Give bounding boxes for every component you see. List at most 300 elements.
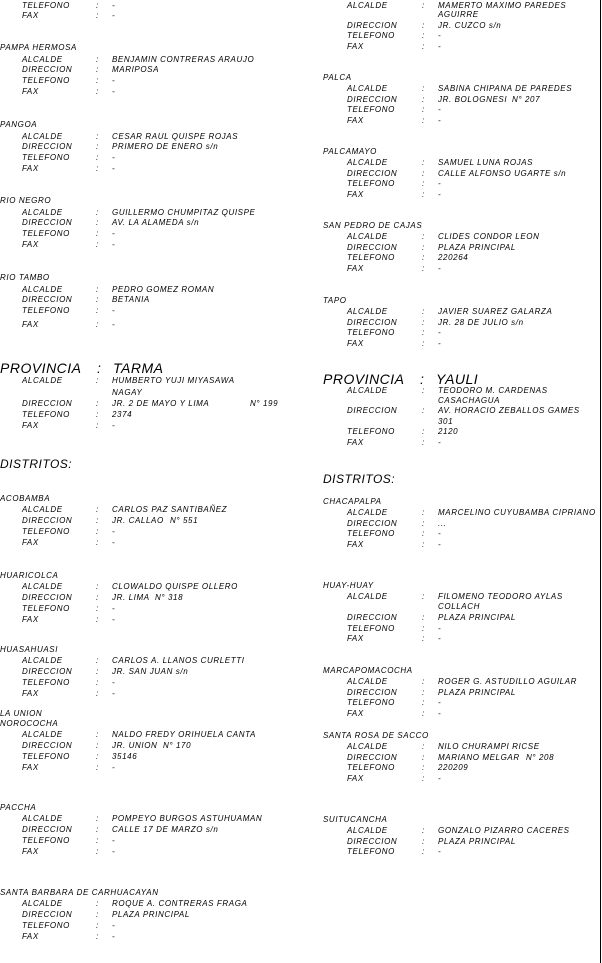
district-name-cont: NOROCOCHA	[0, 719, 59, 728]
alcalde-colon: :	[96, 285, 99, 294]
direccion-value: PRIMERO DE ENERO s/n	[112, 142, 219, 151]
telefono-label: TELEFONO	[347, 529, 395, 538]
alcalde-label: ALCALDE	[347, 307, 388, 316]
telefono-colon: :	[422, 105, 425, 114]
telefono-value: 220264	[438, 253, 469, 262]
direccion-label: DIRECCION	[347, 837, 398, 846]
top-telefono-value: -	[438, 31, 442, 40]
fax-label: FAX	[347, 116, 364, 125]
telefono-colon: :	[96, 678, 99, 687]
telefono-colon: :	[96, 76, 99, 85]
alcalde-colon: :	[96, 814, 99, 823]
telefono-label: TELEFONO	[347, 105, 395, 114]
province-direccion-value: AV. HORACIO ZEBALLOS GAMES	[438, 406, 580, 415]
telefono-colon: :	[422, 624, 425, 633]
telefono-value: -	[112, 527, 116, 536]
alcalde-label: ALCALDE	[347, 826, 388, 835]
telefono-value: -	[438, 698, 442, 707]
district-name: PALCA	[323, 73, 352, 82]
direccion-colon: :	[96, 142, 99, 151]
province-alcalde-label: ALCALDE	[22, 376, 63, 385]
direccion-value: PLAZA PRINCIPAL	[112, 910, 190, 919]
fax-label: FAX	[347, 264, 364, 273]
district-name: CHACAPALPA	[323, 497, 382, 506]
fax-label: FAX	[347, 774, 364, 783]
telefono-colon: :	[422, 529, 425, 538]
telefono-value: -	[112, 604, 116, 613]
alcalde-value: SABINA CHIPANA DE PAREDES	[438, 84, 573, 93]
top-alcalde-value: MAMERTO MAXIMO PAREDES	[438, 1, 567, 10]
province-telefono-colon: :	[96, 410, 99, 419]
fax-value: -	[112, 689, 116, 698]
fax-colon: :	[96, 689, 99, 698]
top-telefono-label: TELEFONO	[347, 31, 395, 40]
alcalde-label: ALCALDE	[347, 677, 388, 686]
telefono-value: -	[438, 529, 442, 538]
telefono-label: TELEFONO	[347, 698, 395, 707]
direccion-colon: :	[422, 837, 425, 846]
telefono-label: TELEFONO	[347, 179, 395, 188]
fax-value: -	[438, 264, 442, 273]
telefono-label: TELEFONO	[22, 752, 70, 761]
fax-value: -	[112, 932, 116, 941]
alcalde-label: ALCALDE	[347, 158, 388, 167]
province-name: TARMA	[113, 360, 164, 376]
direccion-colon: :	[96, 825, 99, 834]
telefono-label: TELEFONO	[22, 306, 70, 315]
district-name: TAPO	[323, 296, 347, 305]
province-telefono-value: 2374	[112, 410, 133, 419]
alcalde-colon: :	[96, 730, 99, 739]
fax-colon: :	[96, 932, 99, 941]
alcalde-value: JAVIER SUAREZ GALARZA	[438, 307, 553, 316]
telefono-value: -	[112, 229, 116, 238]
province-fax-label: FAX	[347, 438, 364, 447]
province-alcalde-colon: :	[96, 376, 99, 385]
top-fax-label: FAX	[347, 42, 364, 51]
district-name: HUAY-HUAY	[323, 581, 374, 590]
district-name: SANTA BARBARA DE CARHUACAYAN	[0, 888, 159, 897]
district-name: LA UNION	[0, 709, 43, 718]
alcalde-value: CARLOS A. LLANOS CURLETTI	[112, 656, 245, 665]
telefono-value: -	[112, 76, 116, 85]
district-name: RIO TAMBO	[0, 273, 50, 282]
fax-label: FAX	[22, 763, 39, 772]
province-direccion-label: DIRECCION	[22, 399, 73, 408]
direccion-label: DIRECCION	[22, 218, 73, 227]
fax-colon: :	[96, 763, 99, 772]
fax-colon: :	[422, 116, 425, 125]
alcalde-colon: :	[422, 232, 425, 241]
direccion-label: DIRECCION	[347, 519, 398, 528]
direccion-colon: :	[96, 295, 99, 304]
alcalde-value: SAMUEL LUNA ROJAS	[438, 158, 534, 167]
fax-value: -	[112, 87, 116, 96]
province-fax-label: FAX	[22, 421, 39, 430]
alcalde-colon: :	[422, 158, 425, 167]
top-alcalde-cont: AGUIRRE	[438, 10, 479, 19]
alcalde-value: GUILLERMO CHUMPITAZ QUISPE	[112, 208, 256, 217]
alcalde-label: ALCALDE	[22, 899, 63, 908]
telefono-value: -	[112, 921, 116, 930]
fax-colon: :	[422, 264, 425, 273]
alcalde-value: FILOMENO TEODORO AYLAS	[438, 592, 563, 601]
telefono-label: TELEFONO	[22, 678, 70, 687]
top-fax-value: -	[438, 42, 442, 51]
top-telefono-label: TELEFONO	[22, 1, 70, 10]
district-name: SAN PEDRO DE CAJAS	[323, 221, 423, 230]
province-label: PROVINCIA	[323, 371, 405, 387]
telefono-label: TELEFONO	[347, 763, 395, 772]
direccion-number: N° 207	[512, 95, 541, 104]
direccion-value: ...	[438, 519, 447, 528]
province-direccion-cont: 301	[438, 417, 454, 426]
province-fax-colon: :	[96, 421, 99, 430]
telefono-label: TELEFONO	[22, 527, 70, 536]
alcalde-colon: :	[96, 656, 99, 665]
telefono-colon: :	[96, 153, 99, 162]
alcalde-value: NALDO FREDY ORIHUELA CANTA	[112, 730, 256, 739]
alcalde-value: BENJAMIN CONTRERAS ARAUJO	[112, 55, 255, 64]
direccion-label: DIRECCION	[22, 142, 73, 151]
top-direccion-value: JR. CUZCO s/n	[438, 21, 502, 30]
telefono-colon: :	[422, 698, 425, 707]
district-name: SANTA ROSA DE SACCO	[323, 731, 429, 740]
telefono-colon: :	[96, 836, 99, 845]
direccion-colon: :	[96, 218, 99, 227]
direccion-colon: :	[96, 65, 99, 74]
province-direccion-value: JR. 2 DE MAYO Y LIMA	[112, 399, 210, 408]
top-alcalde-colon: :	[422, 1, 425, 10]
fax-colon: :	[422, 709, 425, 718]
fax-label: FAX	[347, 190, 364, 199]
distritos-heading: DISTRITOS:	[323, 472, 396, 486]
district-name: SUITUCANCHA	[323, 815, 388, 824]
telefono-label: TELEFONO	[22, 921, 70, 930]
telefono-value: -	[438, 328, 442, 337]
direccion-value: PLAZA PRINCIPAL	[438, 243, 516, 252]
alcalde-label: ALCALDE	[22, 55, 63, 64]
fax-colon: :	[422, 634, 425, 643]
alcalde-value: CARLOS PAZ SANTIBAÑEZ	[112, 505, 228, 514]
district-name: HUASAHUASI	[0, 645, 59, 654]
fax-value: -	[112, 320, 116, 329]
province-alcalde-value: TEODORO M. CARDENAS	[438, 386, 548, 395]
province-name: YAULI	[436, 371, 479, 387]
fax-value: -	[438, 116, 442, 125]
telefono-label: TELEFONO	[22, 153, 70, 162]
direccion-label: DIRECCION	[347, 243, 398, 252]
province-fax-colon: :	[422, 438, 425, 447]
alcalde-colon: :	[96, 55, 99, 64]
telefono-value: -	[112, 678, 116, 687]
alcalde-value: PEDRO GOMEZ ROMAN	[112, 285, 215, 294]
fax-colon: :	[96, 240, 99, 249]
province-telefono-label: TELEFONO	[347, 427, 395, 436]
province-direccion-label: DIRECCION	[347, 406, 398, 415]
direccion-value: JR. CALLAO	[112, 516, 164, 525]
fax-label: FAX	[347, 339, 364, 348]
alcalde-value: CESAR RAUL QUISPE ROJAS	[112, 132, 239, 141]
direccion-label: DIRECCION	[347, 169, 398, 178]
telefono-value: -	[438, 624, 442, 633]
telefono-value: 220209	[438, 763, 469, 772]
top-direccion-label: DIRECCION	[347, 21, 398, 30]
alcalde-label: ALCALDE	[22, 208, 63, 217]
alcalde-colon: :	[422, 742, 425, 751]
fax-value: -	[438, 339, 442, 348]
direccion-value: CALLE 17 DE MARZO s/n	[112, 825, 219, 834]
fax-value: -	[438, 540, 442, 549]
alcalde-label: ALCALDE	[22, 814, 63, 823]
alcalde-colon: :	[422, 307, 425, 316]
alcalde-label: ALCALDE	[22, 285, 63, 294]
telefono-label: TELEFONO	[347, 624, 395, 633]
district-name: HUARICOLCA	[0, 571, 59, 580]
province-alcalde-cont: CASACHAGUA	[438, 396, 501, 405]
telefono-value: -	[112, 153, 116, 162]
alcalde-value: POMPEYO BURGOS ASTUHUAMAN	[112, 814, 263, 823]
province-alcalde-cont: NAGAY	[112, 388, 143, 397]
alcalde-colon: :	[96, 582, 99, 591]
district-name: PACCHA	[0, 803, 37, 812]
telefono-value: -	[438, 179, 442, 188]
direccion-label: DIRECCION	[22, 825, 73, 834]
province-colon: :	[97, 360, 102, 376]
direccion-colon: :	[96, 667, 99, 676]
fax-value: -	[112, 164, 116, 173]
direccion-value: MARIPOSA	[112, 65, 160, 74]
province-telefono-colon: :	[422, 427, 425, 436]
top-fax-value: -	[112, 11, 116, 20]
fax-colon: :	[96, 847, 99, 856]
province-telefono-label: TELEFONO	[22, 410, 70, 419]
fax-value: -	[438, 709, 442, 718]
direccion-colon: :	[422, 753, 425, 762]
telefono-colon: :	[96, 921, 99, 930]
telefono-label: TELEFONO	[347, 328, 395, 337]
province-label: PROVINCIA	[0, 360, 82, 376]
telefono-label: TELEFONO	[347, 847, 395, 856]
district-name: PAMPA HERMOSA	[0, 43, 77, 52]
telefono-colon: :	[422, 328, 425, 337]
direccion-label: DIRECCION	[347, 613, 398, 622]
direccion-value: JR. LIMA	[112, 593, 150, 602]
alcalde-label: ALCALDE	[22, 505, 63, 514]
direccion-colon: :	[96, 741, 99, 750]
direccion-colon: :	[96, 910, 99, 919]
telefono-label: TELEFONO	[22, 76, 70, 85]
fax-label: FAX	[22, 847, 39, 856]
alcalde-colon: :	[96, 132, 99, 141]
alcalde-colon: :	[96, 208, 99, 217]
alcalde-value: ROQUE A. CONTRERAS FRAGA	[112, 899, 248, 908]
fax-value: -	[438, 190, 442, 199]
direccion-number: N° 170	[163, 741, 192, 750]
distritos-heading: DISTRITOS:	[0, 457, 73, 471]
direccion-label: DIRECCION	[347, 95, 398, 104]
direccion-colon: :	[422, 613, 425, 622]
direccion-number: N° 551	[170, 516, 199, 525]
direccion-value: JR. UNION	[112, 741, 158, 750]
direccion-value: PLAZA PRINCIPAL	[438, 837, 516, 846]
telefono-label: TELEFONO	[22, 229, 70, 238]
alcalde-value: NILO CHURAMPI RICSE	[438, 742, 540, 751]
district-name: ACOBAMBA	[0, 494, 51, 503]
fax-colon: :	[96, 87, 99, 96]
fax-label: FAX	[347, 540, 364, 549]
alcalde-value: CLOWALDO QUISPE OLLERO	[112, 582, 238, 591]
direccion-value: PLAZA PRINCIPAL	[438, 688, 516, 697]
province-direccion-colon: :	[422, 406, 425, 415]
direccion-label: DIRECCION	[22, 516, 73, 525]
direccion-value: BETANIA	[112, 295, 150, 304]
top-direccion-colon: :	[422, 21, 425, 30]
fax-label: FAX	[22, 932, 39, 941]
fax-colon: :	[422, 540, 425, 549]
direccion-value: CALLE ALFONSO UGARTE s/n	[438, 169, 567, 178]
province-alcalde-colon: :	[422, 386, 425, 395]
alcalde-label: ALCALDE	[22, 132, 63, 141]
province-alcalde-value: HUMBERTO YUJI MIYASAWA	[112, 376, 235, 385]
fax-colon: :	[96, 164, 99, 173]
fax-value: -	[438, 634, 442, 643]
direccion-value: AV. LA ALAMEDA s/n	[112, 218, 200, 227]
district-name: MARCAPOMACOCHA	[323, 666, 413, 675]
telefono-value: -	[438, 847, 442, 856]
telefono-colon: :	[96, 752, 99, 761]
fax-value: -	[112, 615, 116, 624]
telefono-colon: :	[422, 763, 425, 772]
fax-value: -	[112, 538, 116, 547]
alcalde-colon: :	[422, 592, 425, 601]
alcalde-cont: COLLACH	[438, 602, 480, 611]
fax-label: FAX	[22, 87, 39, 96]
direccion-label: DIRECCION	[22, 593, 73, 602]
top-alcalde-label: ALCALDE	[347, 1, 388, 10]
direccion-number: N° 318	[155, 593, 184, 602]
direccion-value: MARIANO MELGAR	[438, 753, 520, 762]
fax-label: FAX	[22, 164, 39, 173]
telefono-colon: :	[96, 229, 99, 238]
direccion-colon: :	[422, 318, 425, 327]
alcalde-label: ALCALDE	[347, 508, 388, 517]
telefono-colon: :	[96, 306, 99, 315]
fax-colon: :	[96, 320, 99, 329]
direccion-label: DIRECCION	[22, 65, 73, 74]
telefono-colon: :	[96, 527, 99, 536]
direccion-colon: :	[96, 516, 99, 525]
province-fax-value: -	[112, 421, 116, 430]
direccion-value: JR. BOLOGNESI	[438, 95, 508, 104]
top-fax-colon: :	[422, 42, 425, 51]
alcalde-value: MARCELINO CUYUBAMBA CIPRIANO	[438, 508, 596, 517]
alcalde-value: ROGER G. ASTUDILLO AGUILAR	[438, 677, 578, 686]
province-colon: :	[420, 371, 425, 387]
fax-value: -	[112, 847, 116, 856]
top-telefono-colon: :	[422, 31, 425, 40]
direccion-label: DIRECCION	[347, 753, 398, 762]
fax-value: -	[112, 763, 116, 772]
telefono-value: -	[438, 105, 442, 114]
telefono-colon: :	[422, 847, 425, 856]
direccion-colon: :	[422, 95, 425, 104]
alcalde-label: ALCALDE	[22, 582, 63, 591]
direccion-colon: :	[96, 593, 99, 602]
top-telefono-value: -	[112, 1, 116, 10]
direccion-colon: :	[422, 169, 425, 178]
telefono-colon: :	[422, 179, 425, 188]
fax-colon: :	[96, 538, 99, 547]
telefono-value: 35146	[112, 752, 138, 761]
alcalde-label: ALCALDE	[347, 592, 388, 601]
page-edge-line	[600, 0, 601, 963]
alcalde-label: ALCALDE	[347, 232, 388, 241]
fax-colon: :	[96, 615, 99, 624]
direccion-value: JR. SAN JUAN s/n	[112, 667, 189, 676]
alcalde-label: ALCALDE	[347, 742, 388, 751]
fax-label: FAX	[347, 709, 364, 718]
direccion-colon: :	[422, 688, 425, 697]
alcalde-label: ALCALDE	[347, 84, 388, 93]
alcalde-colon: :	[96, 899, 99, 908]
alcalde-value: CLIDES CONDOR LEON	[438, 232, 540, 241]
direccion-label: DIRECCION	[22, 741, 73, 750]
direccion-value: PLAZA PRINCIPAL	[438, 613, 516, 622]
province-direccion-number: N° 199	[250, 399, 279, 408]
direccion-number: N° 208	[526, 753, 555, 762]
fax-label: FAX	[22, 320, 39, 329]
direccion-value: JR. 28 DE JULIO s/n	[438, 318, 524, 327]
fax-label: FAX	[347, 634, 364, 643]
direccion-label: DIRECCION	[347, 318, 398, 327]
alcalde-label: ALCALDE	[22, 730, 63, 739]
telefono-value: -	[112, 836, 116, 845]
top-fax-label: FAX	[22, 11, 39, 20]
alcalde-value: GONZALO PIZARRO CACERES	[438, 826, 570, 835]
district-name: PANGOA	[0, 120, 38, 129]
fax-label: FAX	[22, 689, 39, 698]
fax-label: FAX	[22, 538, 39, 547]
alcalde-colon: :	[96, 505, 99, 514]
direccion-label: DIRECCION	[347, 688, 398, 697]
telefono-label: TELEFONO	[22, 604, 70, 613]
alcalde-colon: :	[422, 508, 425, 517]
district-name: PALCAMAYO	[323, 147, 378, 156]
province-direccion-colon: :	[96, 399, 99, 408]
alcalde-colon: :	[422, 677, 425, 686]
telefono-label: TELEFONO	[22, 836, 70, 845]
direccion-label: DIRECCION	[22, 910, 73, 919]
direccion-label: DIRECCION	[22, 667, 73, 676]
province-alcalde-label: ALCALDE	[347, 386, 388, 395]
telefono-value: -	[112, 306, 116, 315]
alcalde-colon: :	[422, 826, 425, 835]
province-telefono-value: 2120	[438, 427, 459, 436]
province-fax-value: -	[438, 438, 442, 447]
district-name: RIO NEGRO	[0, 196, 52, 205]
telefono-label: TELEFONO	[347, 253, 395, 262]
top-telefono-colon: :	[96, 1, 99, 10]
telefono-colon: :	[96, 604, 99, 613]
fax-label: FAX	[22, 615, 39, 624]
telefono-colon: :	[422, 253, 425, 262]
fax-colon: :	[422, 339, 425, 348]
fax-colon: :	[422, 190, 425, 199]
fax-value: -	[112, 240, 116, 249]
fax-label: FAX	[22, 240, 39, 249]
top-fax-colon: :	[96, 11, 99, 20]
